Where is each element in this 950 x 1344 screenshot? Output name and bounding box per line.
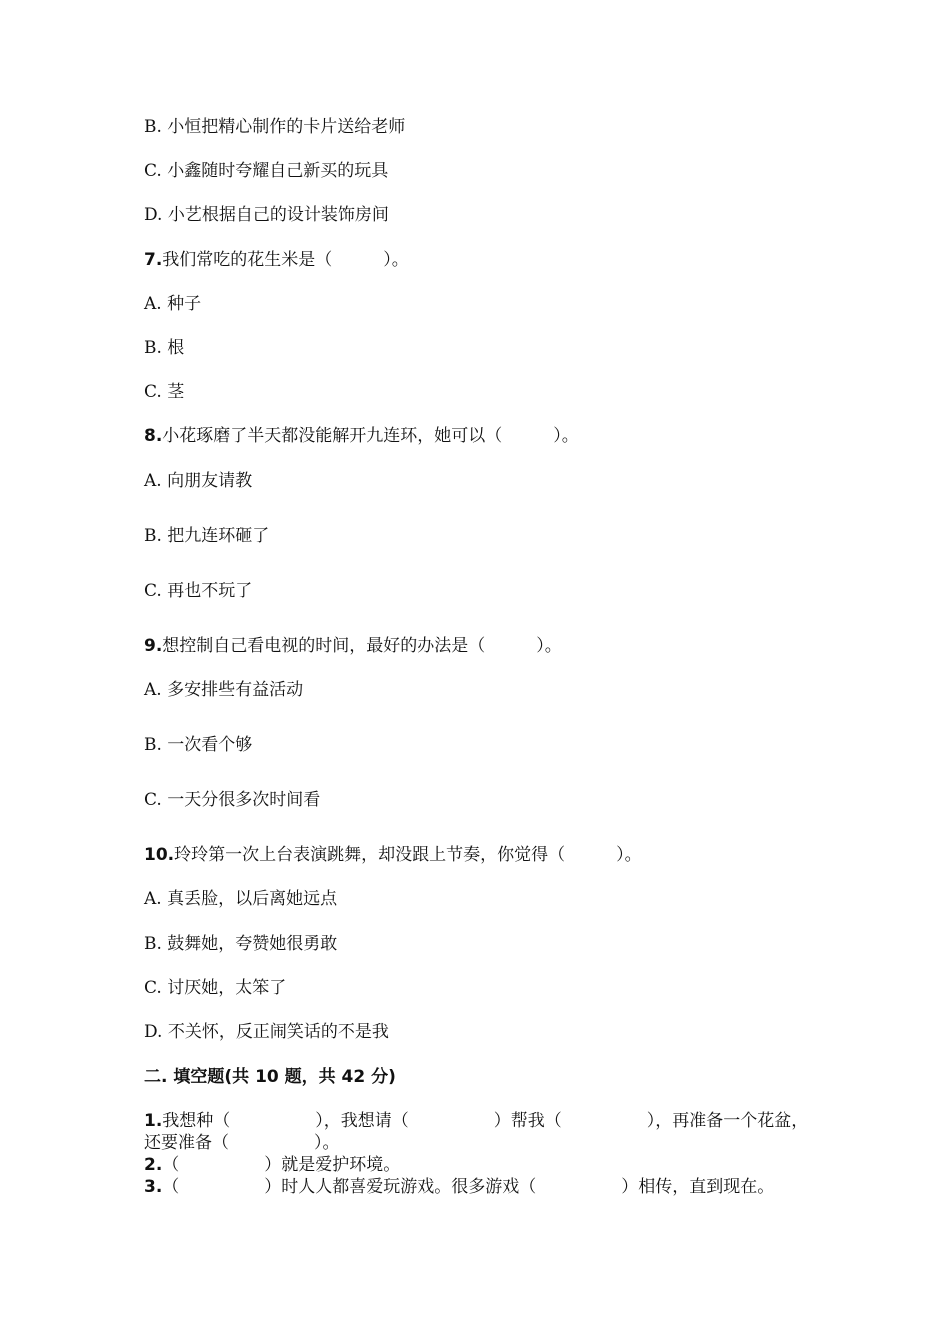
q9-text: 想控制自己看电视的时间，最好的办法是（ ）。: [162, 636, 562, 656]
q8-text: 小花琢磨了半天都没能解开九连环，她可以（ ）。: [162, 426, 579, 446]
q10-text: 玲玲第一次上台表演跳舞，却没跟上节奏，你觉得（ ）。: [174, 845, 642, 865]
q10-number: 10.: [144, 845, 175, 865]
q7-option-c: C. 茎: [144, 382, 185, 402]
fill-1-number: 1.: [144, 1111, 163, 1131]
fill-item-3: [144, 1176, 809, 1198]
fill-1-text: 我想种（ ），我想请（ ）帮我（ ），再准备一个花盆，还要准备（ ）。: [144, 1111, 809, 1153]
fill-item-2: [144, 1154, 809, 1176]
fill-item-1: [144, 1110, 809, 1154]
fill-3-number: 3.: [144, 1177, 163, 1197]
fill-2-text: （ ）就是爱护环境。: [162, 1155, 401, 1175]
q10-option-a: A. 真丢脸，以后离她远点: [144, 889, 338, 909]
q8-option-a: A. 向朋友请教: [144, 471, 253, 491]
q9-option-c: C. 一天分很多次时间看: [144, 790, 321, 810]
q9-number: 9.: [144, 636, 163, 656]
q7-number: 7.: [144, 250, 163, 270]
q9-option-b: B. 一次看个够: [144, 735, 253, 755]
section-title-fill-in: 二. 填空题(共 10 题，共 42 分): [144, 1067, 396, 1087]
q10-option-c: C. 讨厌她，太笨了: [144, 978, 287, 998]
q6-option-d: D. 小艺根据自己的设计装饰房间: [144, 205, 389, 225]
q7-text: 我们常吃的花生米是（ ）。: [162, 250, 409, 270]
fill-3-text: （ ）时人人都喜爱玩游戏。很多游戏（ ）相传，直到现在。: [162, 1177, 775, 1197]
q9-option-a: A. 多安排些有益活动: [144, 680, 304, 700]
q10-option-d: D. 不关怀，反正闹笑话的不是我: [144, 1022, 389, 1042]
q10-stem: [144, 844, 642, 866]
q8-option-b: B. 把九连环砸了: [144, 526, 270, 546]
q6-option-c: C. 小鑫随时夸耀自己新买的玩具: [144, 161, 389, 181]
q7-option-b: B. 根: [144, 338, 185, 358]
q8-number: 8.: [144, 426, 163, 446]
q8-option-c: C. 再也不玩了: [144, 581, 253, 601]
q8-stem: [144, 425, 579, 447]
fill-2-number: 2.: [144, 1155, 163, 1175]
q7-option-a: A. 种子: [144, 294, 202, 314]
q6-option-b: B. 小恒把精心制作的卡片送给老师: [144, 117, 406, 137]
fill-in-list: [144, 1110, 809, 1198]
q10-option-b: B. 鼓舞她，夸赞她很勇敢: [144, 934, 338, 954]
q9-stem: [144, 635, 562, 657]
q7-stem: [144, 249, 409, 271]
